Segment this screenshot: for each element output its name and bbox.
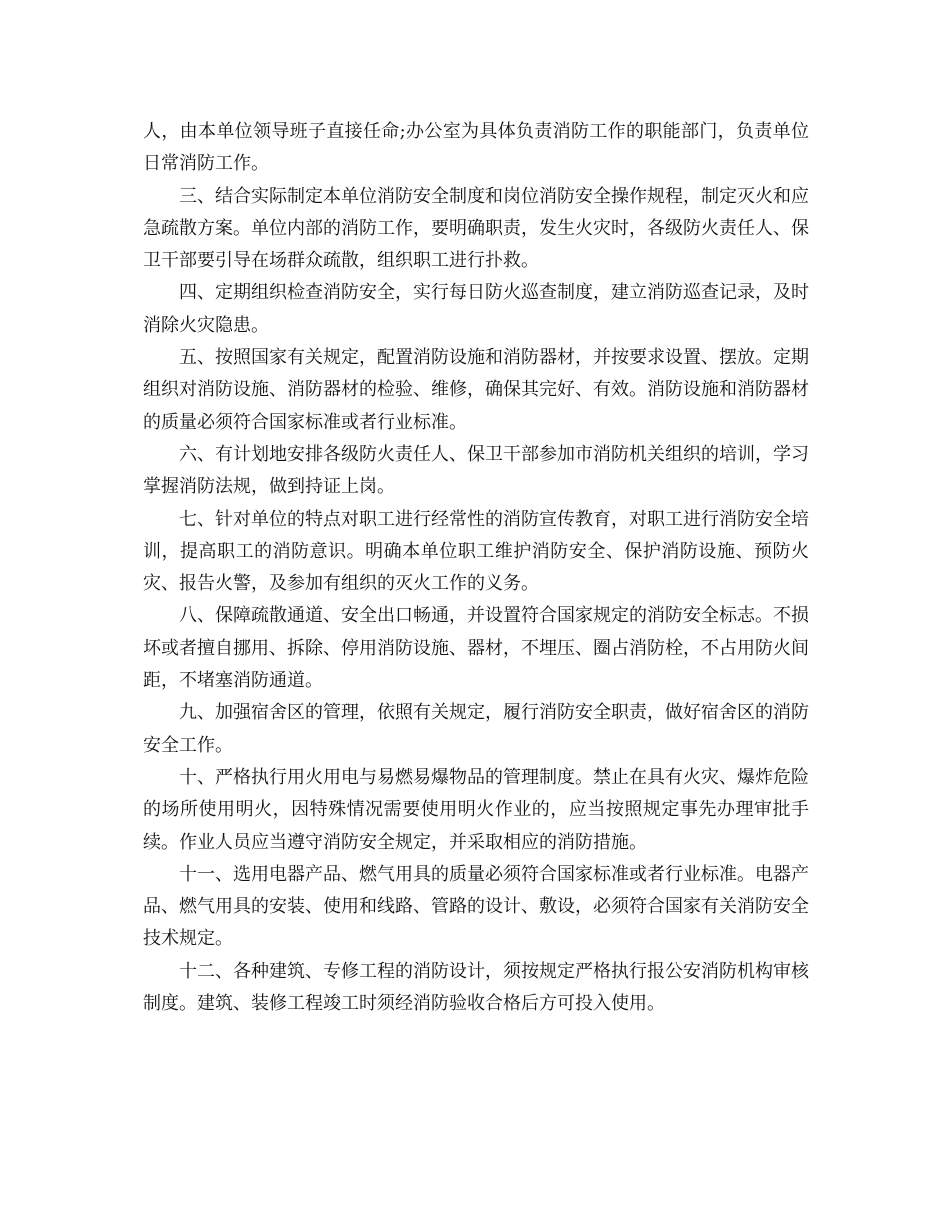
paragraph-item-11: 十一、选用电器产品、燃气用具的质量必须符合国家标准或者行业标准。电器产品、燃气用具的安装、使用和线路、管路的设计、敷设，必须符合国家有关消防安全技术规定。 (143, 863, 809, 950)
paragraph-item-5: 五、按照国家有关规定，配置消防设施和消防器材，并按要求设置、摆放。定期组织对消防设施、消防器材的检验、维修，确保其完好、有效。消防设施和消防器材的质量必须符合国家标准或者行业标准。 (143, 347, 809, 433)
paragraph-item-9: 九、加强宿舍区的管理，依照有关规定，履行消防安全职责，做好宿舍区的消防安全工作。 (143, 702, 809, 756)
paragraph-continued: 人，由本单位领导班子直接任命;办公室为具体负责消防工作的职能部门，负责单位日常消防工作。 (143, 121, 809, 175)
paragraph-item-7: 七、针对单位的特点对职工进行经常性的消防宣传教育，对职工进行消防安全培训，提高职工的消防意识。明确本单位职工维护消防安全、保护消防设施、预防火灾、报告火警，及参加有组织的灭火工作的义务。 (143, 508, 809, 595)
paragraph-item-6: 六、有计划地安排各级防火责任人、保卫干部参加市消防机关组织的培训，学习掌握消防法规，做到持证上岗。 (143, 443, 809, 498)
paragraph-item-12: 十二、各种建筑、专修工程的消防设计，须按规定严格执行报公安消防机构审核制度。建筑、装修工程竣工时须经消防验收合格后方可投入使用。 (143, 960, 809, 1015)
paragraph-item-4: 四、定期组织检查消防安全，实行每日防火巡查制度，建立消防巡查记录，及时消除火灾隐患。 (143, 282, 809, 336)
paragraph-item-10: 十、严格执行用火用电与易燃易爆物品的管理制度。禁止在具有火灾、爆炸危险的场所使用明火，因特殊情况需要使用明火作业的，应当按照规定事先办理审批手续。作业人员应当遵守消防安全规定，并采取相应的消防措施。 (143, 766, 809, 853)
paragraph-item-3: 三、结合实际制定本单位消防安全制度和岗位消防安全操作规程，制定灭火和应急疏散方案。单位内部的消防工作，要明确职责，发生火灾时，各级防火责任人、保卫干部要引导在场群众疏散，组织职工进行扑救。 (143, 185, 809, 272)
document-body (143, 116, 809, 1020)
paragraph-item-8: 八、保障疏散通道、安全出口畅通，并设置符合国家规定的消防安全标志。不损坏或者擅自挪用、拆除、停用消防设施、器材，不埋压、圈占消防栓，不占用防火间距，不堵塞消防通道。 (143, 605, 809, 692)
